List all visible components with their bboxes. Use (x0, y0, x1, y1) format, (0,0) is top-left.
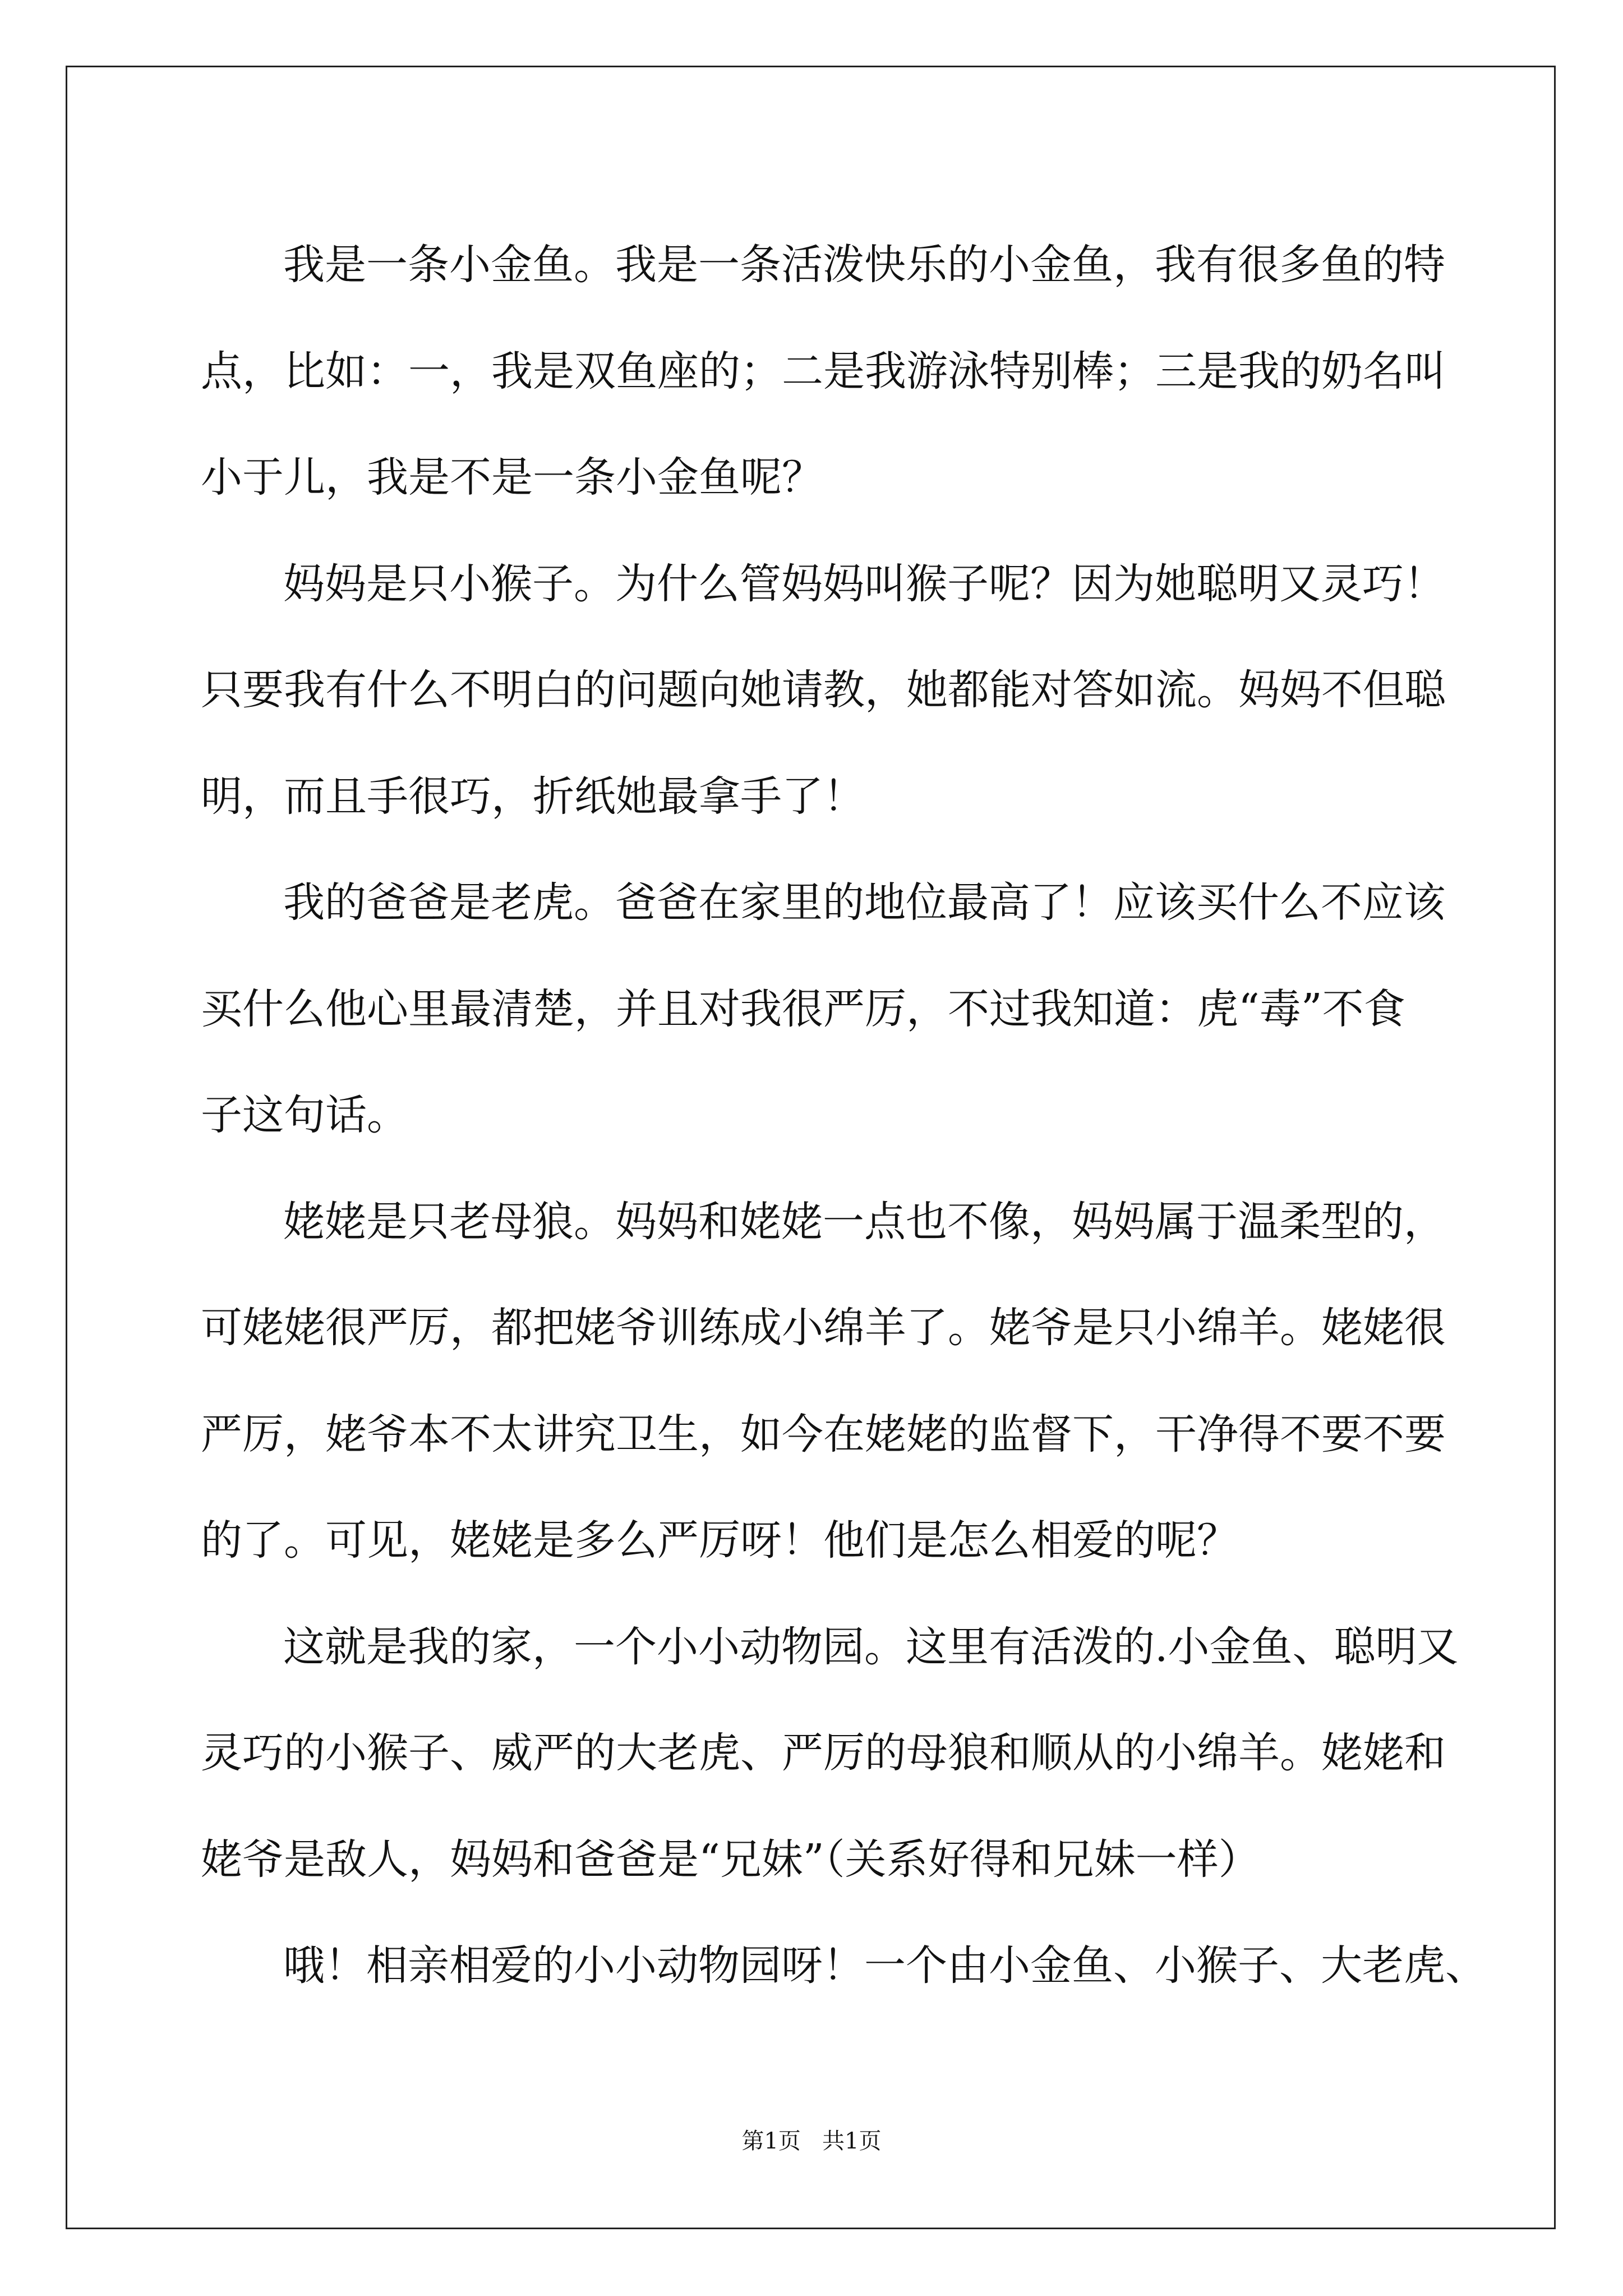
text-line: 妈妈是只小猴子。为什么管妈妈叫猴子呢？因为她聪明又灵巧！ (283, 559, 1445, 608)
text-line: 明，而且手很巧，折纸她最拿手了！ (201, 772, 865, 821)
text-line: 可姥姥很严厉，都把姥爷训练成小绵羊了。姥爷是只小绵羊。姥姥很 (201, 1304, 1446, 1352)
text-line: 点，比如：一，我是双鱼座的；二是我游泳特别棒；三是我的奶名叫 (201, 347, 1446, 395)
text-line: 这就是我的家，一个小小动物园。这里有活泼的.小金鱼、聪明又 (283, 1622, 1459, 1671)
text-line: 买什么他心里最清楚，并且对我很严厉，不过我知道：虎“毒”不食 (201, 984, 1405, 1033)
document-body (201, 212, 1487, 1990)
text-line: 子这句话。 (201, 1091, 408, 1139)
text-line: 只要我有什么不明白的问题向她请教，她都能对答如流。妈妈不但聪 (201, 666, 1446, 714)
text-line: 严厉，姥爷本不太讲究卫生，如今在姥姥的监督下，干净得不要不要 (201, 1410, 1446, 1458)
text-line: 姥爷是敌人，妈妈和爸爸是“兄妹”（关系好得和兄妹一样） (201, 1835, 1260, 1884)
text-line: 的了。可见，姥姥是多么严厉呀！他们是怎么相爱的呢？ (201, 1516, 1238, 1565)
text-line: 我是一条小金鱼。我是一条活泼快乐的小金鱼，我有很多鱼的特 (283, 241, 1445, 289)
text-line: 灵巧的小猴子、威严的大老虎、严厉的母狼和顺从的小绵羊。姥姥和 (201, 1729, 1446, 1777)
page-number-footer: 第1页 共1页 (741, 2128, 882, 2154)
text-line: 哦！相亲相爱的小小动物园呀！一个由小金鱼、小猴子、大老虎、 (283, 1941, 1487, 1990)
text-line: 小于儿，我是不是一条小金鱼呢？ (201, 453, 823, 501)
text-line: 姥姥是只老母狼。妈妈和姥姥一点也不像，妈妈属于温柔型的， (283, 1197, 1445, 1246)
text-line: 我的爸爸是老虎。爸爸在家里的地位最高了！应该买什么不应该 (283, 878, 1445, 927)
